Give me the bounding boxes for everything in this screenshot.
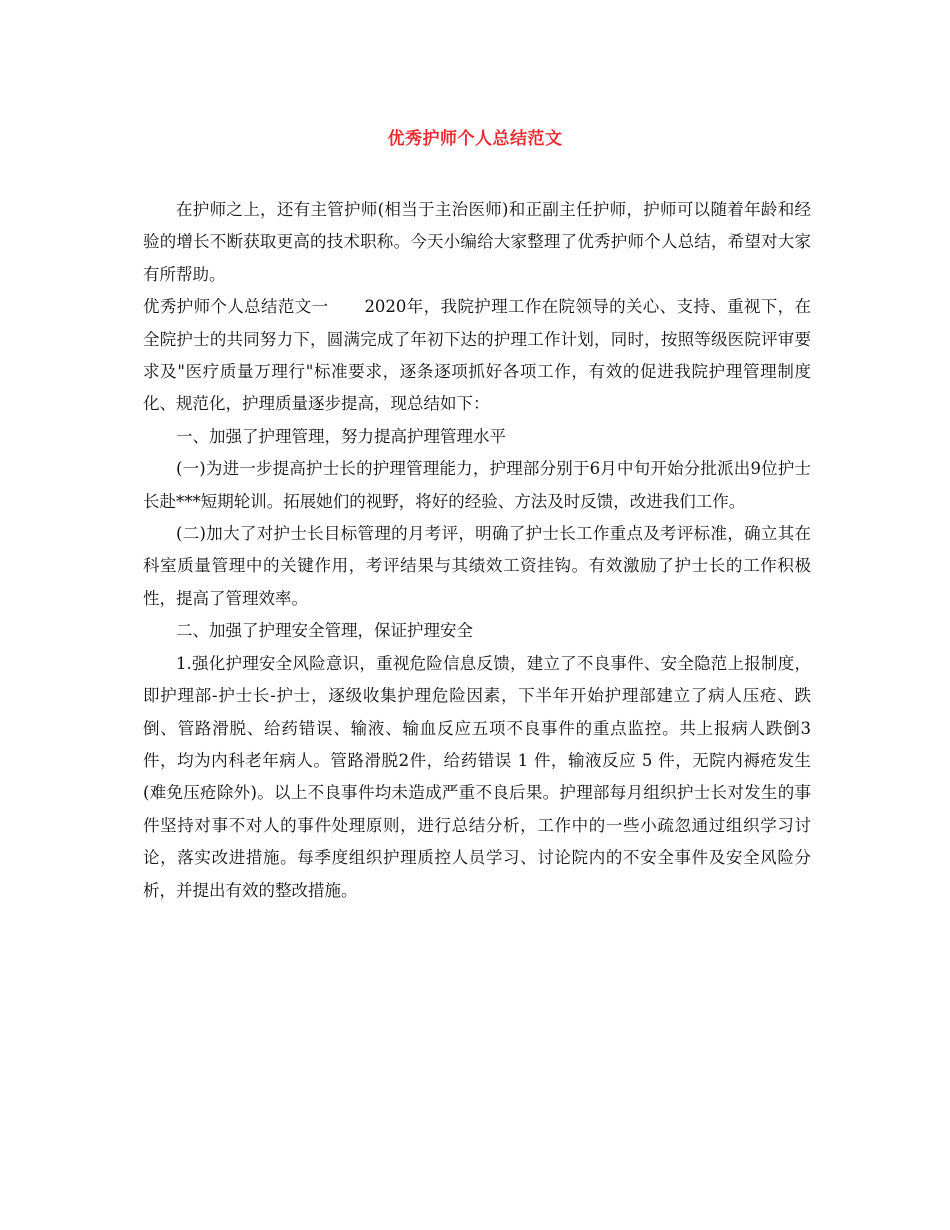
section1-heading: 一、加强了护理管理，努力提高护理管理水平 bbox=[176, 426, 506, 446]
document-body bbox=[143, 194, 811, 907]
document-title: 优秀护师个人总结范文 bbox=[387, 129, 563, 149]
article-first-text: 2020年，我院护理工作在院领导的关心、支持、重视下，在全院护士的共同努力下，圆满完成了年初下达的护理工作计划，同时，按照等级医院评审要求及"医疗质量万理行"标准要求，逐条逐项抓好各项工作，有效的促进我院护理管理制度化、规范化，护理质量逐步提高，现总结如下： bbox=[143, 297, 812, 414]
section1-paragraph-1: (一)为进一步提高护士长的护理管理能力，护理部分别于6月中旬开始分批派出9位护士长赴***短期轮训。拓展她们的视野，将好的经验、方法及时反馈，改进我们工作。 bbox=[143, 459, 811, 511]
section2-heading: 二、加强了护理安全管理，保证护理安全 bbox=[176, 621, 473, 641]
article-label: 优秀护师个人总结范文一 bbox=[143, 297, 329, 317]
section2-paragraph-1: 1.强化护理安全风险意识，重视危险信息反馈，建立了不良事件、安全隐范上报制度，即护理部-护士长-护士，逐级收集护理危险因素，下半年开始护理部建立了病人压疮、跌倒、管路滑脱、给药错误、输液、输血反应五项不良事件的重点监控。共上报病人跌倒3件，均为内科老年病人。管路滑脱2件，给药错误 1 件，输液反应 5 件，无院内褥疮发生(难免压疮除外)。以上不良事件均未造成严重不良后果。护理部每月组织护士长对发生的事件坚持对事不对人的事件处理原则，进行总结分析，工作中的一些小疏忽通过组织学习讨论，落实改进措施。每季度组织护理质控人员学习、讨论院内的不安全事件及安全风险分析，并提出有效的整改措施。 bbox=[143, 653, 811, 900]
article-first-paragraph bbox=[143, 291, 811, 421]
intro-paragraph: 在护师之上，还有主管护师(相当于主治医师)和正副主任护师，护师可以随着年龄和经验的增长不断获取更高的技术职称。今天小编给大家整理了优秀护师个人总结，希望对大家有所帮助。 bbox=[143, 200, 811, 284]
section1-paragraph-2: (二)加大了对护士长目标管理的月考评，明确了护士长工作重点及考评标准，确立其在科室质量管理中的关键作用，考评结果与其绩效工资挂钩。有效激励了护士长的工作积极性，提高了管理效率。 bbox=[143, 524, 811, 608]
